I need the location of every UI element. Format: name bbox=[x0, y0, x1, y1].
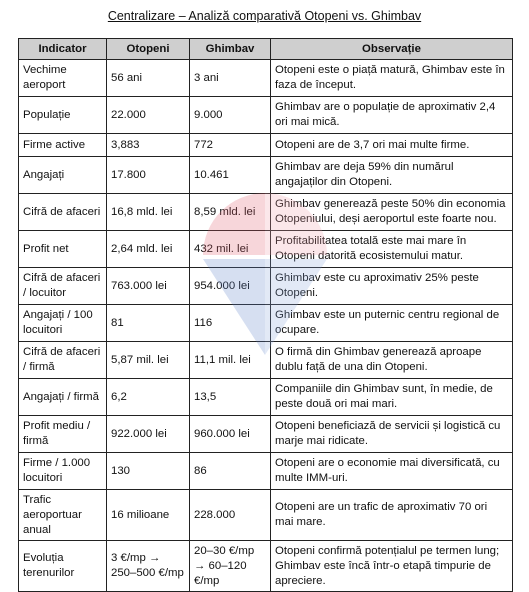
observation-cell: Ghimbav generează peste 50% din economia Otopeniului, deși aeroportul este foarte nou. bbox=[271, 194, 513, 231]
table-row bbox=[19, 268, 513, 305]
table-row bbox=[19, 134, 513, 157]
ghimbav-cell: 116 bbox=[190, 305, 271, 342]
ghimbav-cell: 3 ani bbox=[190, 60, 271, 97]
table-row bbox=[19, 379, 513, 416]
indicator-cell: Cifră de afaceri / locuitor bbox=[19, 268, 107, 305]
otopeni-cell: 3 €/mp → 250–500 €/mp bbox=[107, 541, 190, 592]
observation-cell: Companiile din Ghimbav sunt, în medie, de peste două ori mai mari. bbox=[271, 379, 513, 416]
indicator-cell: Evoluția terenurilor bbox=[19, 541, 107, 592]
table-row bbox=[19, 342, 513, 379]
observation-cell: Ghimbav are deja 59% din numărul angajaților din Otopeni. bbox=[271, 157, 513, 194]
table-row bbox=[19, 416, 513, 453]
indicator-cell: Angajați bbox=[19, 157, 107, 194]
observation-cell: Otopeni are de 3,7 ori mai multe firme. bbox=[271, 134, 513, 157]
otopeni-cell: 17.800 bbox=[107, 157, 190, 194]
indicator-cell: Firme active bbox=[19, 134, 107, 157]
indicator-cell: Profit mediu / firmă bbox=[19, 416, 107, 453]
otopeni-cell: 5,87 mil. lei bbox=[107, 342, 190, 379]
otopeni-cell: 130 bbox=[107, 453, 190, 490]
observation-cell: Ghimbav este cu aproximativ 25% peste Otopeni. bbox=[271, 268, 513, 305]
table-row bbox=[19, 231, 513, 268]
observation-cell: Otopeni are o economie mai diversificată, cu multe IMM-uri. bbox=[271, 453, 513, 490]
otopeni-cell: 16,8 mld. lei bbox=[107, 194, 190, 231]
observation-cell: Otopeni beneficiază de servicii și logistică cu marje mai ridicate. bbox=[271, 416, 513, 453]
otopeni-cell: 56 ani bbox=[107, 60, 190, 97]
indicator-cell: Cifră de afaceri / firmă bbox=[19, 342, 107, 379]
ghimbav-cell: 86 bbox=[190, 453, 271, 490]
column-header: Observație bbox=[271, 39, 513, 60]
table-row bbox=[19, 453, 513, 490]
ghimbav-cell: 228.000 bbox=[190, 490, 271, 541]
table-row bbox=[19, 157, 513, 194]
otopeni-cell: 16 milioane bbox=[107, 490, 190, 541]
ghimbav-cell: 772 bbox=[190, 134, 271, 157]
table-header-row bbox=[19, 39, 513, 60]
observation-cell: Otopeni este o piață matură, Ghimbav este în faza de început. bbox=[271, 60, 513, 97]
observation-cell: O firmă din Ghimbav generează aproape dublu față de una din Otopeni. bbox=[271, 342, 513, 379]
column-header: Ghimbav bbox=[190, 39, 271, 60]
comparison-table bbox=[18, 38, 513, 592]
table-row bbox=[19, 60, 513, 97]
observation-cell: Profitabilitatea totală este mai mare în Otopeni datorită ecosistemului matur. bbox=[271, 231, 513, 268]
otopeni-cell: 22.000 bbox=[107, 97, 190, 134]
column-header: Indicator bbox=[19, 39, 107, 60]
indicator-cell: Trafic aeroportuar anual bbox=[19, 490, 107, 541]
indicator-cell: Angajați / firmă bbox=[19, 379, 107, 416]
observation-cell: Otopeni are un trafic de aproximativ 70 ori mai mare. bbox=[271, 490, 513, 541]
otopeni-cell: 2,64 mld. lei bbox=[107, 231, 190, 268]
indicator-cell: Profit net bbox=[19, 231, 107, 268]
ghimbav-cell: 954.000 lei bbox=[190, 268, 271, 305]
indicator-cell: Angajați / 100 locuitori bbox=[19, 305, 107, 342]
indicator-cell: Cifră de afaceri bbox=[19, 194, 107, 231]
ghimbav-cell: 13,5 bbox=[190, 379, 271, 416]
otopeni-cell: 763.000 lei bbox=[107, 268, 190, 305]
ghimbav-cell: 8,59 mld. lei bbox=[190, 194, 271, 231]
table-row bbox=[19, 194, 513, 231]
ghimbav-cell: 11,1 mil. lei bbox=[190, 342, 271, 379]
ghimbav-cell: 10.461 bbox=[190, 157, 271, 194]
indicator-cell: Vechime aeroport bbox=[19, 60, 107, 97]
observation-cell: Otopeni confirmă potențialul pe termen lung; Ghimbav este încă într-o etapă timpurie de apreciere. bbox=[271, 541, 513, 592]
otopeni-cell: 6,2 bbox=[107, 379, 190, 416]
table-row bbox=[19, 305, 513, 342]
observation-cell: Ghimbav are o populație de aproximativ 2,4 ori mai mică. bbox=[271, 97, 513, 134]
indicator-cell: Populație bbox=[19, 97, 107, 134]
ghimbav-cell: 9.000 bbox=[190, 97, 271, 134]
ghimbav-cell: 432 mil. lei bbox=[190, 231, 271, 268]
table-row bbox=[19, 490, 513, 541]
ghimbav-cell: 20–30 €/mp → 60–120 €/mp bbox=[190, 541, 271, 592]
observation-cell: Ghimbav este un puternic centru regional de ocupare. bbox=[271, 305, 513, 342]
otopeni-cell: 3,883 bbox=[107, 134, 190, 157]
table-row bbox=[19, 97, 513, 134]
page-title: Centralizare – Analiză comparativă Otopeni vs. Ghimbav bbox=[107, 9, 422, 23]
column-header: Otopeni bbox=[107, 39, 190, 60]
ghimbav-cell: 960.000 lei bbox=[190, 416, 271, 453]
otopeni-cell: 922.000 lei bbox=[107, 416, 190, 453]
table-row bbox=[19, 541, 513, 592]
indicator-cell: Firme / 1.000 locuitori bbox=[19, 453, 107, 490]
otopeni-cell: 81 bbox=[107, 305, 190, 342]
